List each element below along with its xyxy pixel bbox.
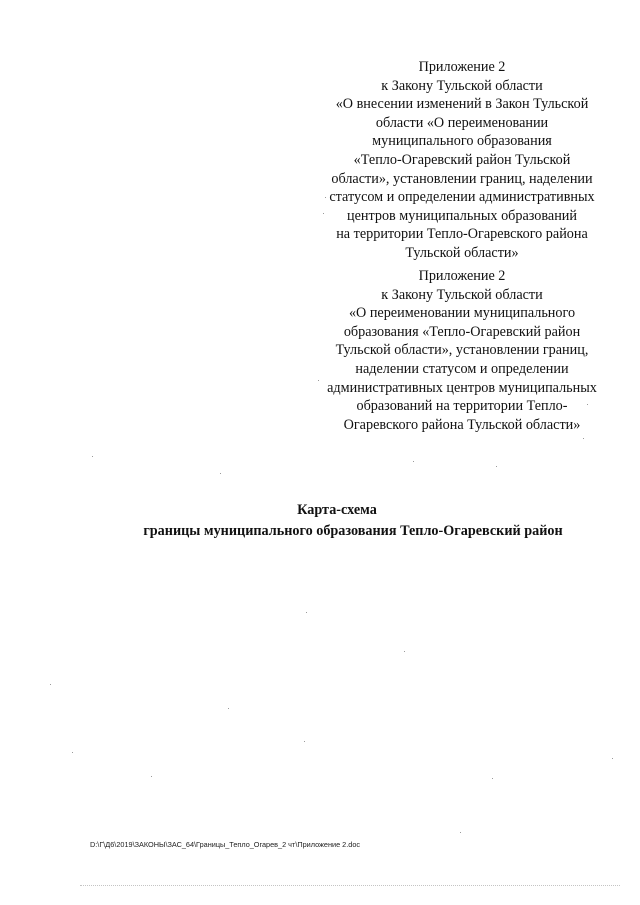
map-title-subheading: границы муниципального образования Тепло-Огаревский район	[143, 523, 563, 539]
scan-speck	[304, 741, 305, 742]
appendix-1-line: на территории Тепло-Огаревского района	[336, 226, 588, 243]
appendix-2-line: Тульской области», установлении границ,	[335, 342, 589, 359]
scan-speck	[220, 473, 221, 474]
scan-speck	[323, 213, 324, 214]
appendix-2-line: административных центров муниципальных	[327, 379, 597, 396]
scan-speck	[50, 684, 51, 685]
scan-speck	[492, 778, 493, 779]
appendix-1-line: Приложение 2	[418, 59, 506, 75]
scan-speck	[325, 197, 326, 198]
appendix-2-line: Огаревского района Тульской области»	[343, 416, 581, 433]
appendix-2-line: наделении статусом и определении	[355, 360, 569, 377]
scan-speck	[151, 776, 152, 777]
scan-speck	[72, 752, 73, 753]
scan-edge-line	[80, 885, 620, 886]
appendix-2-header	[300, 267, 624, 434]
scan-speck	[583, 438, 584, 439]
appendix-2-line: образования «Тепло-Огаревский район	[343, 323, 581, 340]
scan-speck	[318, 380, 319, 381]
appendix-2-line: образований на территории Тепло-	[356, 398, 568, 415]
appendix-1-line: области», установлении границ, наделении	[331, 170, 593, 187]
appendix-1-line: центров муниципальных образований	[347, 207, 577, 224]
appendix-1-line: муниципального образования	[372, 133, 552, 150]
appendix-1-line: области «О переименовании	[375, 114, 549, 131]
file-path-footer: D:\Г\Д6\2019\ЗАКОНЫ\ЗАС_64\Границы_Тепло_Огарев_2 чт\Приложение 2.doc	[90, 840, 361, 849]
scan-speck	[306, 612, 307, 613]
appendix-2-line: к Закону Тульской области	[381, 286, 543, 303]
appendix-1-line: Тульской области»	[405, 244, 519, 261]
appendix-1-header	[300, 58, 624, 263]
scan-speck	[92, 456, 93, 457]
scan-speck	[228, 708, 229, 709]
map-title-heading: Карта-схема	[297, 502, 377, 518]
appendix-2-line: «О переименовании муниципального	[348, 305, 576, 322]
scan-speck	[612, 758, 613, 759]
scan-speck	[413, 461, 414, 462]
scan-speck	[404, 651, 405, 652]
appendix-1-line: статусом и определении административных	[329, 189, 595, 206]
scan-speck	[460, 832, 461, 833]
appendix-1-line: к Закону Тульской области	[381, 77, 543, 94]
appendix-2-line: Приложение 2	[418, 268, 506, 284]
appendix-1-line: «Тепло-Огаревский район Тульской	[353, 151, 571, 168]
scan-speck	[496, 466, 497, 467]
scan-speck	[587, 404, 588, 405]
appendix-1-line: «О внесении изменений в Закон Тульской	[335, 96, 589, 113]
